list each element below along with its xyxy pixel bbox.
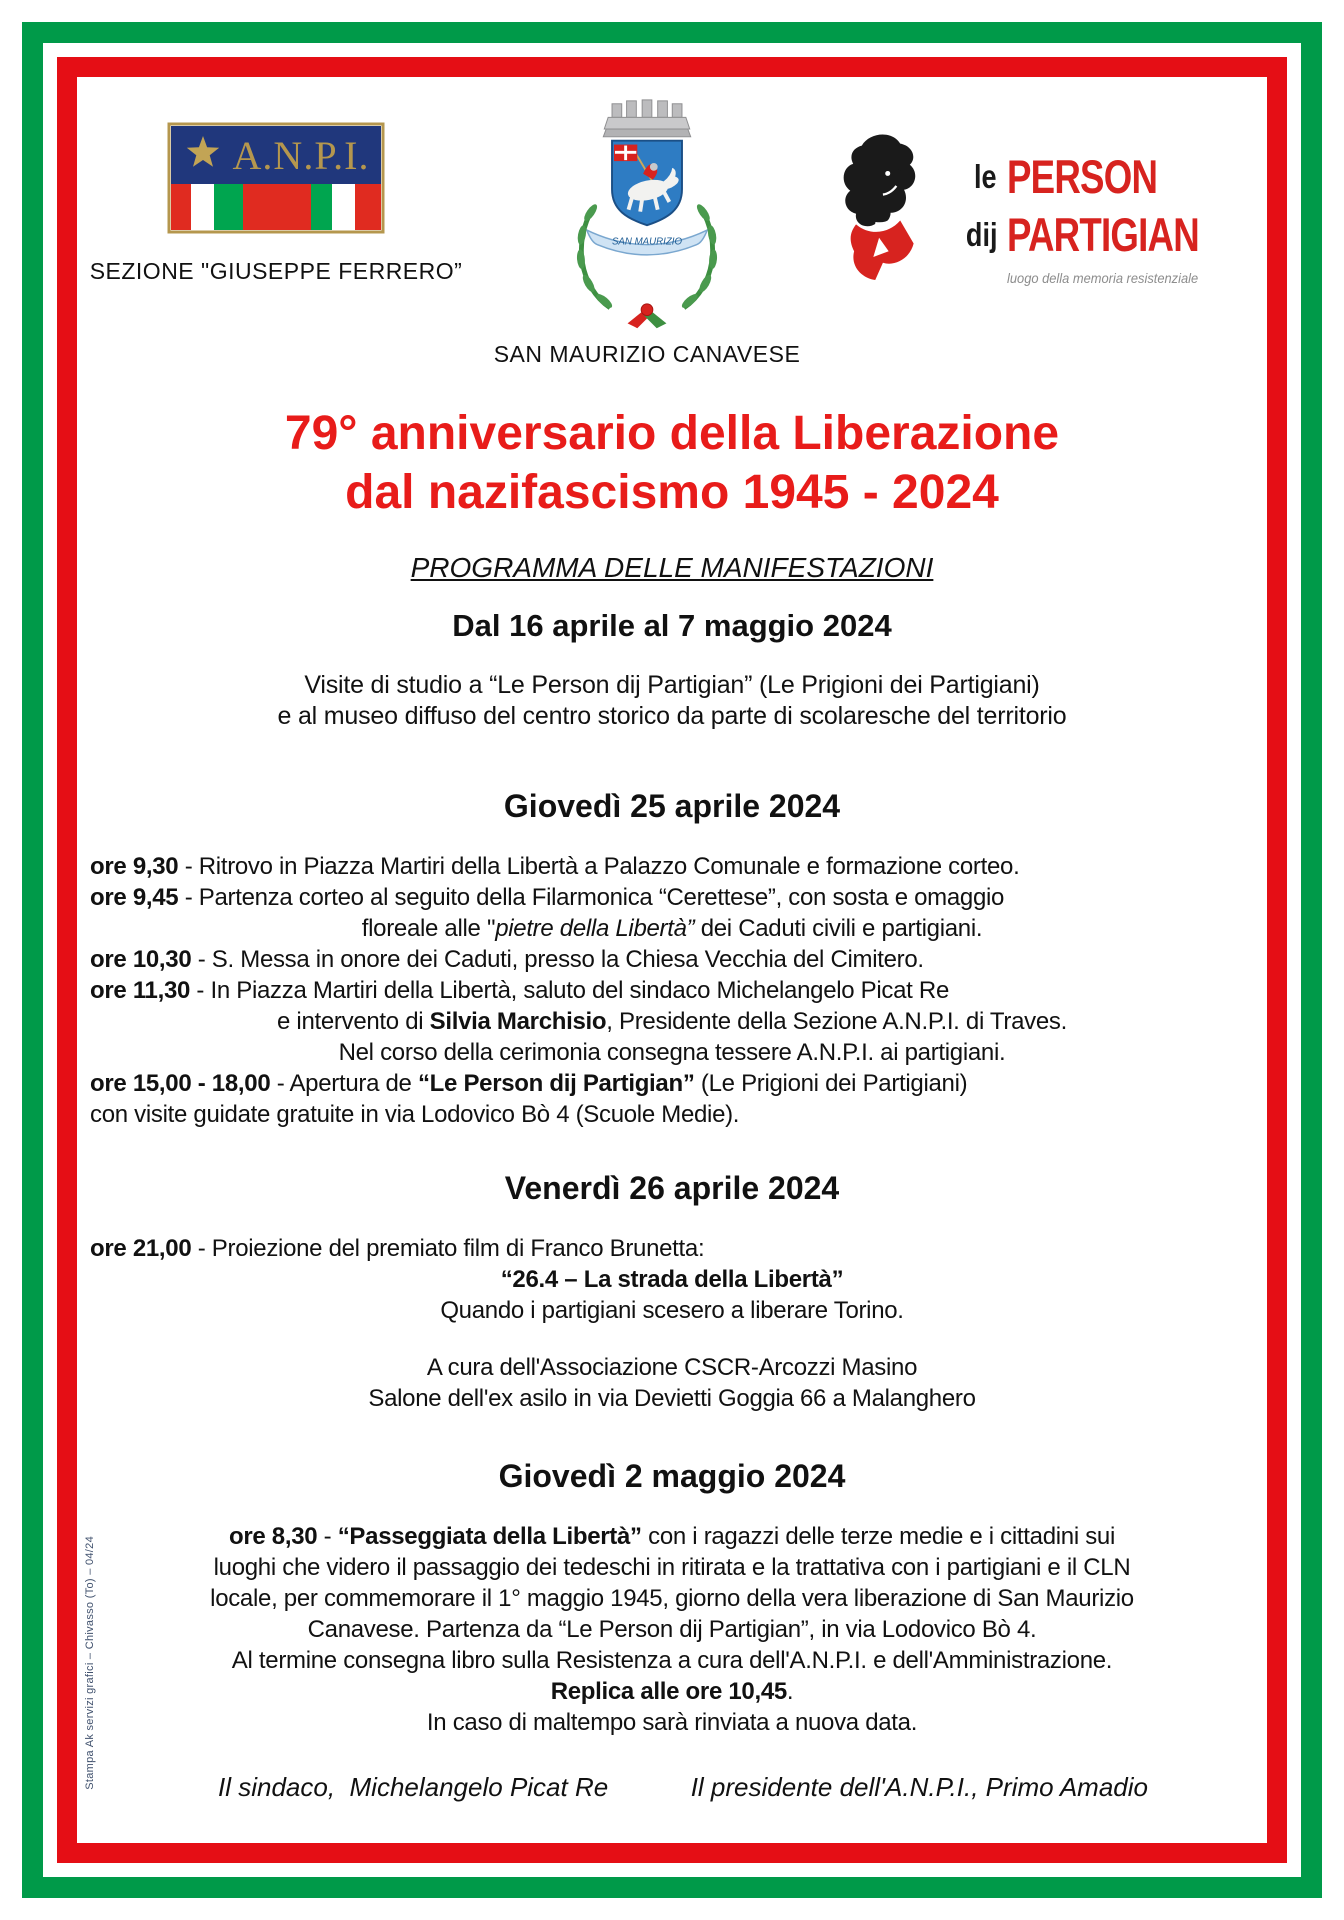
wordmark-dij: dij — [965, 216, 997, 253]
section-heading: Giovedì 2 maggio 2024 — [498, 1458, 846, 1494]
program-line: “26.4 – La strada della Libertà” — [500, 1266, 844, 1293]
wreath-ribbon-icon — [628, 304, 667, 328]
program-line: con visite guidate gratuite in via Lodovico Bò 4 (Scuole Medie). — [90, 1101, 740, 1128]
museum-tagline: luogo della memoria resistenziale — [1007, 270, 1199, 286]
print-credit: Stampa Ak servizi grafici – Chivasso (To) – 04/24 — [84, 1536, 96, 1790]
signature-mayor: Il sindaco, Michelangelo Picat Re — [218, 1772, 609, 1802]
program-line: ore 11,30 - In Piazza Martiri della Libertà, saluto del sindaco Michelangelo Picat Re — [90, 977, 949, 1004]
comune-caption: SAN MAURIZIO CANAVESE — [493, 341, 801, 367]
section-25-aprile — [78, 788, 1266, 1130]
program-line: ore 15,00 - 18,00 - Apertura de “Le Person dij Partigian” (Le Prigioni dei Partigiani) — [90, 1070, 968, 1097]
section-26-aprile — [78, 1170, 1266, 1414]
section-program-list — [90, 1521, 1254, 1738]
signature-anpi-president: Il presidente dell'A.N.P.I., Primo Amadio — [690, 1772, 1148, 1802]
anpi-logo-icon — [167, 122, 385, 234]
section-2-maggio — [78, 1458, 1266, 1738]
wordmark-person: PERSON — [1007, 150, 1158, 203]
anpi-logo-block — [89, 90, 463, 368]
program-line: Salone dell'ex asilo in via Devietti Goggia 66 a Malanghero — [368, 1385, 976, 1412]
poster-title — [78, 404, 1266, 522]
program-line: ore 10,30 - S. Messa in onore dei Caduti, presso la Chiesa Vecchia del Cimitero. — [90, 946, 924, 973]
program-line: e al museo diffuso del centro storico da parte di scolaresche del territorio — [277, 702, 1067, 730]
program-line: ore 21,00 - Proiezione del premiato film di Franco Brunetta: — [90, 1235, 705, 1262]
program-line: ore 8,30 - “Passeggiata della Libertà” con i ragazzi delle terze medie e i cittadini sui — [228, 1523, 1116, 1550]
cross-flag-icon — [614, 145, 637, 162]
signatures-row — [78, 1772, 1266, 1803]
person-dij-partigian-logo — [833, 130, 1253, 286]
date-range: Dal 16 aprile al 7 maggio 2024 — [452, 608, 892, 643]
program-line: In caso di maltempo sarà rinviata a nuova data. — [426, 1709, 918, 1736]
title-line-2: dal nazifascismo 1945 - 2024 — [345, 466, 999, 519]
program-label: PROGRAMMA DELLE MANIFESTAZIONI — [410, 552, 934, 583]
anpi-tricolor-ribbon — [171, 184, 381, 230]
anpi-acronym: A.N.P.I. — [232, 133, 370, 178]
section-heading: Giovedì 25 aprile 2024 — [503, 788, 841, 824]
wordmark-le: le — [974, 158, 997, 195]
program-line: floreale alle "pietre della Libertà” dei Caduti civili e partigiani. — [361, 915, 983, 942]
intro-text — [90, 670, 1254, 732]
program-line: e intervento di Silvia Marchisio, Presidente della Sezione A.N.P.I. di Traves. — [277, 1008, 1067, 1035]
mural-crown-icon — [603, 100, 690, 137]
program-line: ore 9,30 - Ritrovo in Piazza Martiri della Libertà a Palazzo Comunale e formazione corteo. — [90, 853, 1020, 880]
scroll-text: SAN MAURIZIO — [611, 236, 683, 248]
program-line: ore 9,45 - Partenza corteo al seguito della Filarmonica “Cerettese”, con sosta e omaggio — [90, 884, 1005, 911]
program-line: Nel corso della cerimonia consegna tessere A.N.P.I. ai partigiani. — [338, 1039, 1006, 1066]
person-dij-partigian-logo-block — [848, 90, 1238, 368]
comune-logo-block — [493, 90, 801, 368]
anpi-section-caption: SEZIONE "GIUSEPPE FERRERO” — [89, 258, 463, 284]
program-line: Canavese. Partenza da “Le Person dij Partigian”, in via Lodovico Bò 4. — [307, 1616, 1037, 1643]
section-heading: Venerdì 26 aprile 2024 — [504, 1170, 840, 1206]
name-scroll — [587, 230, 707, 255]
program-line: locale, per commemorare il 1° maggio 1945, giorno della vera liberazione di San Maurizio — [210, 1585, 1134, 1612]
wordmark-partigian: PARTIGIAN — [1007, 208, 1199, 261]
program-line: Al termine consegna libro sulla Resistenza a cura dell'A.N.P.I. e dell'Amministrazione. — [231, 1647, 1113, 1674]
header-logos-row — [78, 78, 1266, 368]
san-maurizio-coat-of-arms-icon — [547, 96, 747, 335]
program-line: Replica alle ore 10,45. — [550, 1678, 794, 1705]
poster-content — [78, 78, 1266, 1842]
program-line: A cura dell'Associazione CSCR-Arcozzi Masino — [426, 1354, 918, 1381]
section-program-list — [90, 851, 1254, 1130]
program-line: Quando i partigiani scesero a liberare Torino. — [440, 1297, 904, 1324]
museum-wordmark — [939, 148, 1253, 286]
program-line: luoghi che videro il passaggio dei tedeschi in ritirata e la trattativa con i partigiani e il CLN — [213, 1554, 1131, 1581]
partisan-head-icon — [833, 130, 929, 286]
section-program-list — [90, 1233, 1254, 1414]
title-line-1: 79° anniversario della Liberazione — [284, 407, 1060, 460]
program-line: Visite di studio a “Le Person dij Partigian” (Le Prigioni dei Partigiani) — [304, 671, 1040, 699]
